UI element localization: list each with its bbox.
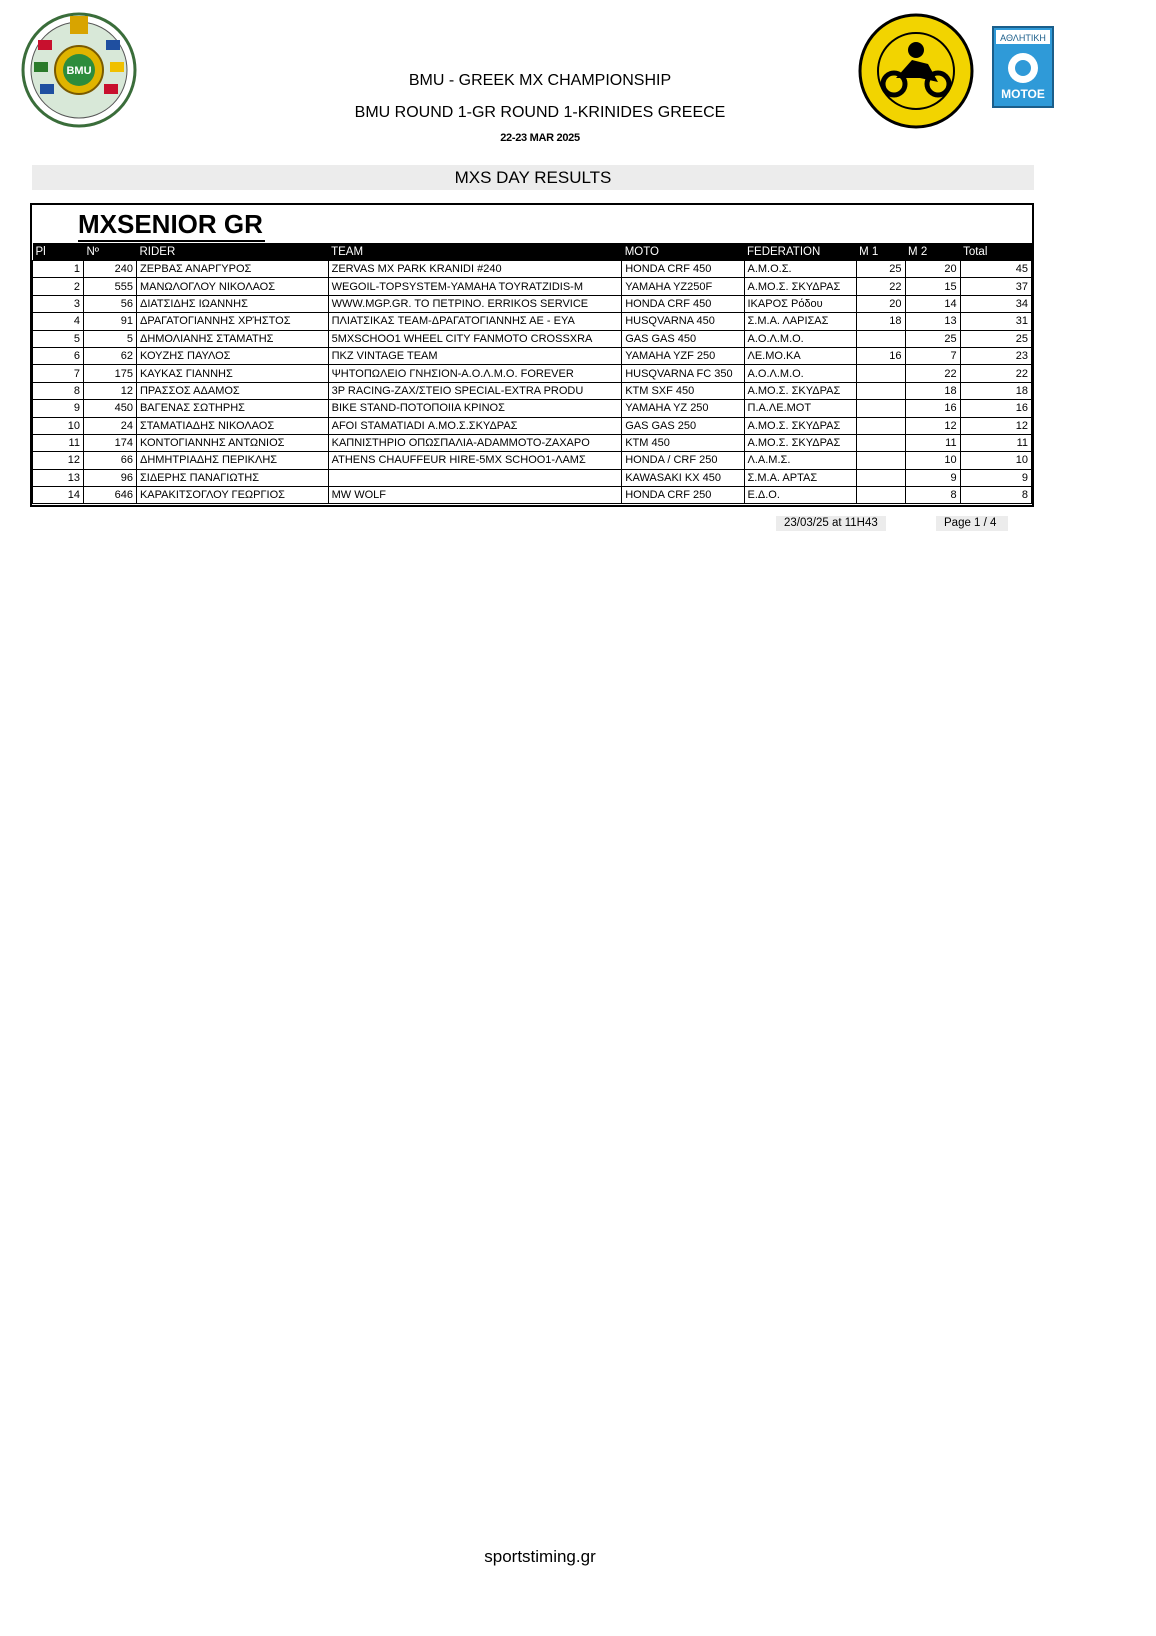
cell-total: 34 [960,295,1031,312]
cell-federation: Α.ΜΟ.Σ. ΣΚΥΔΡΑΣ [744,434,856,451]
cell-team: BIKE STAND-ΠΟΤΟΠΟΙΙΑ ΚΡΙΝΟΣ [328,400,622,417]
cell-rider: ΔΙΑΤΣΙΔΗΣ ΙΩΑΝΝΗΣ [136,295,328,312]
col-header-pl: Pl [33,243,84,261]
page-number: Page 1 / 4 [936,516,1008,531]
table-row [33,261,1032,278]
cell-number: 91 [83,313,136,330]
table-row [33,278,1032,295]
motoe-logo [992,26,1054,108]
cell-m1 [856,330,905,347]
cell-place: 10 [33,417,84,434]
cell-m1 [856,382,905,399]
cell-moto: HONDA CRF 250 [622,487,744,504]
cell-place: 6 [33,347,84,364]
col-header-total: Total [960,243,1031,261]
cell-rider: ΔΗΜΗΤΡΙΑΔΗΣ ΠΕΡΙΚΛΗΣ [136,452,328,469]
cell-federation: Α.ΜΟ.Σ. ΣΚΥΔΡΑΣ [744,278,856,295]
cell-place: 2 [33,278,84,295]
cell-federation: Λ.Α.Μ.Σ. [744,452,856,469]
cell-rider: ΒΑΓΕΝΑΣ ΣΩΤΗΡΗΣ [136,400,328,417]
cell-team: ZERVAS MX PARK KRANIDI #240 [328,261,622,278]
cell-federation: Σ.Μ.Α. ΛΑΡΙΣΑΣ [744,313,856,330]
cell-number: 175 [83,365,136,382]
col-header-moto: MOTO [622,243,744,261]
cell-moto: KTM 450 [622,434,744,451]
cell-team: ΚΑΠΝΙΣΤΗΡΙΟ ΟΠΩΣΠΑΛΙΑ-ADAMMOTO-ZAXAPO [328,434,622,451]
cell-m2: 14 [905,295,960,312]
table-row [33,295,1032,312]
cell-place: 13 [33,469,84,486]
cell-place: 8 [33,382,84,399]
championship-title: BMU - GREEK MX CHAMPIONSHIP [408,72,672,89]
cell-moto: GAS GAS 250 [622,417,744,434]
cell-total: 31 [960,313,1031,330]
col-header-number: Nº [83,243,136,261]
cell-federation: Ε.Δ.Ο. [744,487,856,504]
cell-federation: Π.Α.ΛΕ.ΜΟΤ [744,400,856,417]
cell-number: 56 [83,295,136,312]
cell-total: 18 [960,382,1031,399]
cell-federation: Α.Ο.Λ.Μ.Ο. [744,330,856,347]
cell-moto: YAMAHA YZ250F [622,278,744,295]
table-row [33,330,1032,347]
cell-number: 646 [83,487,136,504]
cell-team: MW WOLF [328,487,622,504]
table-header-row [33,243,1032,261]
cell-place: 12 [33,452,84,469]
cell-rider: ΣΤΑΜΑΤΙΑΔΗΣ ΝΙΚΟΛΑΟΣ [136,417,328,434]
cell-number: 5 [83,330,136,347]
category-title: MXSENIOR GR [78,208,265,242]
cell-team: 3P RACING-ZAX/ΣΤΕΙΟ SPECIAL-EXTRA PRODU [328,382,622,399]
cell-total: 16 [960,400,1031,417]
cell-m2: 22 [905,365,960,382]
svg-text:ΑΘΛΗΤΙΚΗ: ΑΘΛΗΤΙΚΗ [1000,33,1046,43]
table-row [33,382,1032,399]
cell-total: 12 [960,417,1031,434]
cell-moto: HONDA CRF 450 [622,261,744,278]
cell-federation: ΛΕ.ΜΟ.ΚΑ [744,347,856,364]
cell-rider: ΚΑΥΚΑΣ ΓΙΑΝΝΗΣ [136,365,328,382]
results-panel [30,203,1034,507]
club-logo [856,12,976,130]
cell-moto: HUSQVARNA FC 350 [622,365,744,382]
cell-team: AFOI STAMATIADI Α.ΜΟ.Σ.ΣΚΥΔΡΑΣ [328,417,622,434]
cell-m2: 16 [905,400,960,417]
cell-moto: YAMAHA YZF 250 [622,347,744,364]
cell-total: 8 [960,487,1031,504]
cell-total: 10 [960,452,1031,469]
cell-team: ΠΛΙΑΤΣΙΚΑΣ TEAM-ΔΡΑΓΑΤΟΓΙΑΝΝΗΣ ΑΕ - EYA [328,313,622,330]
cell-m2: 12 [905,417,960,434]
cell-moto: GAS GAS 450 [622,330,744,347]
cell-federation: Σ.Μ.Α. ΑΡΤΑΣ [744,469,856,486]
table-row [33,434,1032,451]
cell-m2: 9 [905,469,960,486]
bmu-logo [18,10,140,128]
cell-moto: YAMAHA YZ 250 [622,400,744,417]
table-row [33,400,1032,417]
cell-team [328,469,622,486]
cell-federation: Α.ΜΟ.Σ. ΣΚΥΔΡΑΣ [744,382,856,399]
cell-rider: ΜΑΝΩΛΟΓΛΟΥ ΝΙΚΟΛΑΟΣ [136,278,328,295]
cell-number: 240 [83,261,136,278]
cell-federation: ΙΚΑΡΟΣ Ρόδου [744,295,856,312]
cell-total: 45 [960,261,1031,278]
cell-place: 11 [33,434,84,451]
cell-m2: 8 [905,487,960,504]
cell-m1 [856,400,905,417]
cell-m1 [856,417,905,434]
table-row [33,313,1032,330]
col-header-federation: FEDERATION [744,243,856,261]
cell-team: ΨΗΤΟΠΩΛΕΙΟ ΓΝΗΣΙΟΝ-Α.Ο.Λ.Μ.Ο. FOREVER [328,365,622,382]
cell-number: 555 [83,278,136,295]
cell-m2: 20 [905,261,960,278]
cell-number: 62 [83,347,136,364]
cell-moto: HONDA / CRF 250 [622,452,744,469]
cell-m2: 13 [905,313,960,330]
col-header-m2: M 2 [905,243,960,261]
cell-m2: 15 [905,278,960,295]
round-title: BMU ROUND 1-GR ROUND 1-KRINIDES GREECE [354,104,726,121]
cell-total: 37 [960,278,1031,295]
cell-m1 [856,469,905,486]
cell-m1: 22 [856,278,905,295]
cell-team: ΠΚΖ VINTAGE TEAM [328,347,622,364]
col-header-m1: M 1 [856,243,905,261]
cell-number: 24 [83,417,136,434]
event-dates: 22-23 MAR 2025 [500,132,580,144]
cell-number: 66 [83,452,136,469]
table-row [33,365,1032,382]
page-header [0,0,1156,150]
cell-team: WWW.MGP.GR. TO ΠΕΤΡΙΝΟ. ERRIKOS SERVICE [328,295,622,312]
cell-rider: ΖΕΡΒΑΣ ΑΝΑΡΓΥΡΟΣ [136,261,328,278]
cell-team: ATHENS CHAUFFEUR HIRE-5MX SCHOO1-ΛΑΜΣ [328,452,622,469]
cell-m1 [856,434,905,451]
cell-total: 9 [960,469,1031,486]
cell-total: 22 [960,365,1031,382]
table-row [33,347,1032,364]
cell-moto: KTM SXF 450 [622,382,744,399]
cell-total: 23 [960,347,1031,364]
results-table [32,243,1032,504]
cell-rider: ΔΡΑΓΑΤΟΓΙΑΝΝΗΣ ΧΡΉΣΤΟΣ [136,313,328,330]
cell-m1 [856,365,905,382]
table-row [33,452,1032,469]
col-header-rider: RIDER [136,243,328,261]
cell-moto: KAWASAKI KX 450 [622,469,744,486]
cell-rider: ΚΟΥΖΗΣ ΠΑΥΛΟΣ [136,347,328,364]
section-title: MXS DAY RESULTS [32,165,1034,190]
print-timestamp: 23/03/25 at 11H43 [776,516,886,531]
cell-federation: Α.Ο.Λ.Μ.Ο. [744,365,856,382]
cell-federation: Α.Μ.Ο.Σ. [744,261,856,278]
cell-place: 7 [33,365,84,382]
cell-number: 12 [83,382,136,399]
cell-place: 14 [33,487,84,504]
cell-m2: 18 [905,382,960,399]
cell-total: 25 [960,330,1031,347]
table-row [33,417,1032,434]
cell-m2: 7 [905,347,960,364]
cell-total: 11 [960,434,1031,451]
col-header-team: TEAM [328,243,622,261]
cell-rider: ΚΟΝΤΟΓΙΑΝΝΗΣ ΑΝΤΩΝΙΟΣ [136,434,328,451]
cell-m1: 18 [856,313,905,330]
cell-moto: HONDA CRF 450 [622,295,744,312]
cell-place: 4 [33,313,84,330]
cell-rider: ΣΙΔΕΡΗΣ ΠΑΝΑΓΙΩΤΗΣ [136,469,328,486]
cell-place: 3 [33,295,84,312]
cell-rider: ΠΡΑΣΣΟΣ ΑΔΑΜΟΣ [136,382,328,399]
table-row [33,487,1032,504]
cell-m1 [856,487,905,504]
svg-text:MOTOE: MOTOE [1001,87,1045,101]
cell-m1: 20 [856,295,905,312]
cell-federation: Α.ΜΟ.Σ. ΣΚΥΔΡΑΣ [744,417,856,434]
cell-moto: HUSQVARNA 450 [622,313,744,330]
cell-rider: ΚΑΡΑΚΙΤΣΟΓΛΟΥ ΓΕΩΡΓΙΟΣ [136,487,328,504]
cell-m1 [856,452,905,469]
cell-team: WEGOIL-TOPSYSTEM-YAMAHA TOYRATZIDIS-M [328,278,622,295]
cell-place: 5 [33,330,84,347]
cell-m2: 25 [905,330,960,347]
cell-rider: ΔΗΜΟΛΙΑΝΗΣ ΣΤΑΜΑΤΗΣ [136,330,328,347]
table-row [33,469,1032,486]
cell-place: 9 [33,400,84,417]
cell-place: 1 [33,261,84,278]
cell-number: 450 [83,400,136,417]
cell-m1: 16 [856,347,905,364]
cell-m2: 10 [905,452,960,469]
svg-text:BMU: BMU [66,65,92,77]
cell-m2: 11 [905,434,960,451]
cell-number: 96 [83,469,136,486]
cell-number: 174 [83,434,136,451]
cell-team: 5MXSCHOO1 WHEEL CITY FANMOTO CROSSXRA [328,330,622,347]
cell-m1: 25 [856,261,905,278]
footer-site: sportstiming.gr [484,1547,596,1566]
